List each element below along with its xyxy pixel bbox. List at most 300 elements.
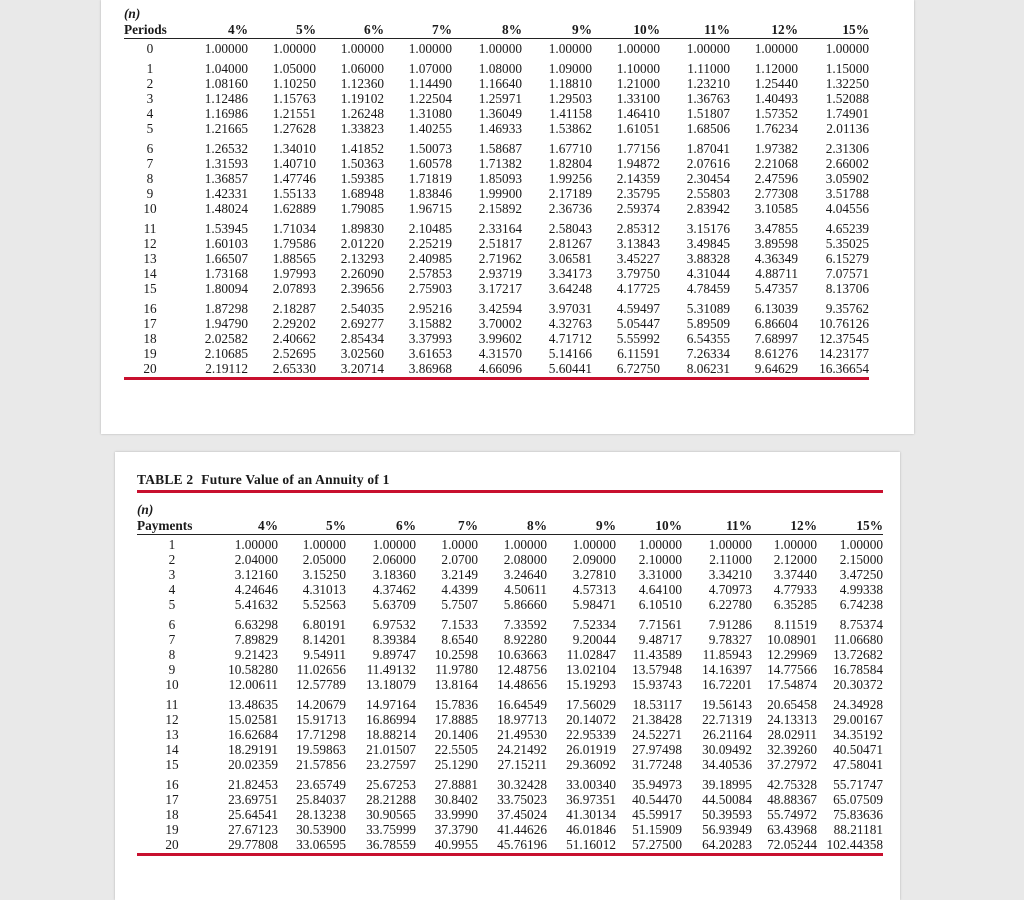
table-row <box>124 316 869 331</box>
value-cell: 25.1290 <box>434 757 478 772</box>
value-cell: 1.46933 <box>478 121 522 136</box>
value-cell: 10.2598 <box>434 647 478 662</box>
period-cell: 4 <box>168 582 176 597</box>
value-cell: 55.71747 <box>833 777 883 792</box>
value-cell: 5.60441 <box>522 361 592 379</box>
value-cell: 75.83636 <box>833 807 883 822</box>
value-cell: 2.10485 <box>408 221 452 236</box>
value-cell: 4.88711 <box>755 266 798 281</box>
value-cell: 1.33100 <box>616 91 660 106</box>
value-cell: 1.00000 <box>272 41 316 56</box>
value-cell: 3.45227 <box>616 251 660 266</box>
value-cell: 6.74238 <box>839 597 883 612</box>
value-cell: 16.86994 <box>366 712 416 727</box>
value-cell: 14.77566 <box>767 662 817 677</box>
period-cell: 12 <box>143 236 157 251</box>
value-cell: 25.67253 <box>366 777 416 792</box>
value-cell: 27.8881 <box>434 777 478 792</box>
value-cell: 30.32428 <box>497 777 547 792</box>
period-cell: 9 <box>146 186 154 201</box>
value-cell: 5.52563 <box>302 597 346 612</box>
value-cell: 1.71034 <box>272 221 316 236</box>
value-cell: 21.01507 <box>366 742 416 757</box>
table-caption: Future Value of an Annuity of 1 <box>201 472 390 487</box>
header-row <box>124 22 869 39</box>
value-cell: 14.16397 <box>702 662 752 677</box>
value-cell: 3.42594 <box>478 301 522 316</box>
table2-page <box>115 452 900 900</box>
value-cell: 6.54355 <box>686 331 730 346</box>
value-cell: 2.77308 <box>754 186 798 201</box>
value-cell: 34.35192 <box>833 727 883 742</box>
n-label: (n) <box>137 502 154 517</box>
value-cell: 5.98471 <box>572 597 616 612</box>
value-cell: 1.46410 <box>616 106 660 121</box>
value-cell: 17.71298 <box>296 727 346 742</box>
period-cell: 2 <box>168 552 176 567</box>
value-cell: 1.71382 <box>478 156 522 171</box>
value-cell: 1.73168 <box>204 266 248 281</box>
value-cell: 2.30454 <box>686 171 730 186</box>
table-row <box>137 647 883 662</box>
value-cell: 4.65239 <box>825 221 869 236</box>
value-cell: 1.36857 <box>204 171 248 186</box>
value-cell: 2.69277 <box>340 316 384 331</box>
value-cell: 13.18079 <box>366 677 416 692</box>
period-cell: 17 <box>165 792 179 807</box>
value-cell: 26.21164 <box>702 727 752 742</box>
value-cell: 3.12160 <box>234 567 278 582</box>
table-row <box>137 535 883 553</box>
value-cell: 2.93719 <box>478 266 522 281</box>
value-cell: 7.68997 <box>754 331 798 346</box>
period-cell: 5 <box>168 597 176 612</box>
value-cell: 6.97532 <box>372 617 416 632</box>
value-cell: 2.01136 <box>826 121 869 136</box>
value-cell: 8.92280 <box>503 632 547 647</box>
period-cell: 11 <box>165 697 179 712</box>
value-cell: 4.4399 <box>441 582 478 597</box>
value-cell: 3.61653 <box>408 346 452 361</box>
value-cell: 20.1406 <box>434 727 478 742</box>
value-cell: 29.00167 <box>833 712 883 727</box>
rate-header: 11% <box>682 518 752 535</box>
value-cell: 10.63663 <box>497 647 547 662</box>
value-cell: 1.29503 <box>548 91 592 106</box>
table-row <box>137 792 883 807</box>
value-cell: 1.15000 <box>825 61 869 76</box>
table-row <box>124 281 869 296</box>
value-cell: 1.33823 <box>340 121 384 136</box>
period-cell: 17 <box>143 316 157 331</box>
value-cell: 1.31080 <box>408 106 452 121</box>
table-row <box>137 632 883 647</box>
rate-header: 5% <box>248 22 316 39</box>
period-cell: 19 <box>165 822 179 837</box>
value-cell: 1.99256 <box>548 171 592 186</box>
period-cell: 10 <box>165 677 179 692</box>
rate-header: 12% <box>752 518 817 535</box>
value-cell: 1.00000 <box>572 537 616 552</box>
value-cell: 1.51807 <box>686 106 730 121</box>
value-cell: 56.93949 <box>702 822 752 837</box>
table-row <box>137 772 883 792</box>
value-cell: 20.02359 <box>228 757 278 772</box>
value-cell: 5.7507 <box>441 597 478 612</box>
value-cell: 13.8164 <box>434 677 478 692</box>
value-cell: 7.1533 <box>441 617 478 632</box>
rate-header: 10% <box>592 22 660 39</box>
value-cell: 64.20283 <box>682 837 752 855</box>
value-cell: 12.57789 <box>296 677 346 692</box>
value-cell: 3.13843 <box>616 236 660 251</box>
value-cell: 1.16986 <box>204 106 248 121</box>
value-cell: 24.52271 <box>632 727 682 742</box>
value-cell: 3.05902 <box>825 171 869 186</box>
value-cell: 8.39384 <box>372 632 416 647</box>
value-cell: 24.13313 <box>767 712 817 727</box>
value-cell: 4.04556 <box>825 201 869 216</box>
value-cell: 2.36736 <box>548 201 592 216</box>
rate-header: 5% <box>278 518 346 535</box>
rate-header: 8% <box>452 22 522 39</box>
value-cell: 1.67710 <box>548 141 592 156</box>
value-cell: 27.97498 <box>632 742 682 757</box>
value-cell: 1.07000 <box>408 61 452 76</box>
value-cell: 33.9990 <box>434 807 478 822</box>
value-cell: 8.61276 <box>754 346 798 361</box>
value-cell: 5.47357 <box>754 281 798 296</box>
value-cell: 4.57313 <box>572 582 616 597</box>
value-cell: 23.69751 <box>228 792 278 807</box>
value-cell: 4.24646 <box>234 582 278 597</box>
value-cell: 1.41852 <box>340 141 384 156</box>
value-cell: 40.50471 <box>833 742 883 757</box>
value-cell: 1.23210 <box>686 76 730 91</box>
value-cell: 5.35025 <box>825 236 869 251</box>
value-cell: 1.16640 <box>478 76 522 91</box>
value-cell: 2.85434 <box>340 331 384 346</box>
value-cell: 3.37993 <box>408 331 452 346</box>
value-cell: 4.31044 <box>686 266 730 281</box>
value-cell: 2.29202 <box>272 316 316 331</box>
value-cell: 3.10585 <box>754 201 798 216</box>
value-cell: 1.94872 <box>616 156 660 171</box>
period-cell: 1 <box>146 61 154 76</box>
value-cell: 7.91286 <box>708 617 752 632</box>
value-cell: 2.33164 <box>478 221 522 236</box>
value-cell: 6.80191 <box>302 617 346 632</box>
table-row <box>124 56 869 76</box>
value-cell: 15.02581 <box>228 712 278 727</box>
table-row <box>137 727 883 742</box>
rate-header: 11% <box>660 22 730 39</box>
value-cell: 21.82453 <box>228 777 278 792</box>
value-cell: 35.94973 <box>632 777 682 792</box>
value-cell: 11.02847 <box>566 647 616 662</box>
value-cell: 18.88214 <box>366 727 416 742</box>
value-cell: 12.48756 <box>497 662 547 677</box>
value-cell: 33.00340 <box>566 777 616 792</box>
value-cell: 32.39260 <box>767 742 817 757</box>
period-cell: 14 <box>143 266 157 281</box>
value-cell: 4.77933 <box>773 582 817 597</box>
value-cell: 1.00000 <box>616 41 660 56</box>
value-cell: 1.18810 <box>548 76 592 91</box>
period-cell: 13 <box>165 727 179 742</box>
value-cell: 17.56029 <box>566 697 616 712</box>
value-cell: 5.41632 <box>234 597 278 612</box>
value-cell: 1.21665 <box>204 121 248 136</box>
value-cell: 2.17189 <box>548 186 592 201</box>
period-cell: 14 <box>165 742 179 757</box>
value-cell: 51.15909 <box>632 822 682 837</box>
value-cell: 18.29191 <box>228 742 278 757</box>
table-row <box>124 346 869 361</box>
table-row <box>137 597 883 612</box>
value-cell: 9.54911 <box>303 647 346 662</box>
table-row <box>137 807 883 822</box>
table-row <box>137 552 883 567</box>
value-cell: 33.75999 <box>366 822 416 837</box>
value-cell: 12.37545 <box>819 331 869 346</box>
value-cell: 4.31013 <box>302 582 346 597</box>
value-cell: 2.0700 <box>441 552 478 567</box>
value-cell: 9.20044 <box>572 632 616 647</box>
value-cell: 6.13039 <box>754 301 798 316</box>
value-cell: 1.26248 <box>340 106 384 121</box>
value-cell: 15.7836 <box>434 697 478 712</box>
value-cell: 30.09492 <box>702 742 752 757</box>
value-cell: 1.58687 <box>478 141 522 156</box>
table-row <box>137 582 883 597</box>
value-cell: 1.00000 <box>478 41 522 56</box>
value-cell: 2.52695 <box>272 346 316 361</box>
n-label: (n) <box>124 6 141 21</box>
value-cell: 1.15763 <box>272 91 316 106</box>
value-cell: 10.08901 <box>767 632 817 647</box>
value-cell: 2.58043 <box>548 221 592 236</box>
value-cell: 20.30372 <box>833 677 883 692</box>
value-cell: 23.65749 <box>296 777 346 792</box>
value-cell: 1.87298 <box>204 301 248 316</box>
rate-header: 9% <box>522 22 592 39</box>
period-cell: 10 <box>143 201 157 216</box>
period-cell: 0 <box>146 41 154 56</box>
value-cell: 33.75023 <box>497 792 547 807</box>
table-row <box>137 822 883 837</box>
rate-header: 7% <box>416 518 478 535</box>
value-cell: 1.27628 <box>272 121 316 136</box>
value-cell: 9.21423 <box>234 647 278 662</box>
value-cell: 11.02656 <box>296 662 346 677</box>
value-cell: 3.88328 <box>686 251 730 266</box>
value-cell: 1.25971 <box>478 91 522 106</box>
value-cell: 3.79750 <box>616 266 660 281</box>
period-cell: 1 <box>168 537 176 552</box>
value-cell: 2.66002 <box>825 156 869 171</box>
rate-header: 10% <box>616 518 682 535</box>
value-cell: 1.66507 <box>204 251 248 266</box>
value-cell: 7.89829 <box>234 632 278 647</box>
period-cell: 11 <box>143 221 157 236</box>
value-cell: 2.10685 <box>204 346 248 361</box>
value-cell: 1.00000 <box>839 537 883 552</box>
rate-header: 6% <box>346 518 416 535</box>
value-cell: 13.57948 <box>632 662 682 677</box>
value-cell: 12.29969 <box>767 647 817 662</box>
value-cell: 6.86604 <box>754 316 798 331</box>
value-cell: 2.26090 <box>340 266 384 281</box>
value-cell: 3.64248 <box>548 281 592 296</box>
value-cell: 2.10000 <box>638 552 682 567</box>
value-cell: 1.00000 <box>825 41 869 56</box>
value-cell: 1.40710 <box>272 156 316 171</box>
table-row <box>124 186 869 201</box>
value-cell: 37.27972 <box>767 757 817 772</box>
value-cell: 3.20714 <box>316 361 384 379</box>
value-cell: 12.00611 <box>228 677 278 692</box>
period-cell: 6 <box>168 617 176 632</box>
value-cell: 11.85943 <box>702 647 752 662</box>
value-cell: 11.49132 <box>366 662 416 677</box>
value-cell: 3.18360 <box>372 567 416 582</box>
value-cell: 2.04000 <box>234 552 278 567</box>
value-cell: 1.04000 <box>204 61 248 76</box>
value-cell: 65.07509 <box>833 792 883 807</box>
value-cell: 1.41158 <box>549 106 592 121</box>
value-cell: 7.71561 <box>638 617 682 632</box>
value-cell: 1.99900 <box>478 186 522 201</box>
table-row <box>124 296 869 316</box>
value-cell: 1.48024 <box>204 201 248 216</box>
value-cell: 2.05000 <box>302 552 346 567</box>
value-cell: 55.74972 <box>767 807 817 822</box>
value-cell: 1.40493 <box>754 91 798 106</box>
value-cell: 2.07893 <box>272 281 316 296</box>
value-cell: 1.08160 <box>204 76 248 91</box>
value-cell: 1.31593 <box>204 156 248 171</box>
value-cell: 1.36049 <box>478 106 522 121</box>
value-cell: 3.86968 <box>384 361 452 379</box>
value-cell: 27.67123 <box>228 822 278 837</box>
value-cell: 2.81267 <box>548 236 592 251</box>
value-cell: 1.76234 <box>754 121 798 136</box>
period-cell: 20 <box>137 837 207 855</box>
value-cell: 6.10510 <box>638 597 682 612</box>
value-cell: 36.78559 <box>346 837 416 855</box>
value-cell: 3.27810 <box>572 567 616 582</box>
table-row <box>124 361 869 379</box>
value-cell: 6.11591 <box>617 346 660 361</box>
value-cell: 8.6540 <box>441 632 478 647</box>
value-cell: 1.68506 <box>686 121 730 136</box>
period-cell: 3 <box>146 91 154 106</box>
period-cell: 18 <box>143 331 157 346</box>
value-cell: 5.05447 <box>616 316 660 331</box>
table-row <box>124 171 869 186</box>
value-cell: 17.8885 <box>434 712 478 727</box>
value-cell: 1.26532 <box>204 141 248 156</box>
period-cell: 8 <box>146 171 154 186</box>
value-cell: 1.22504 <box>408 91 452 106</box>
value-cell: 6.22780 <box>708 597 752 612</box>
value-cell: 3.06581 <box>548 251 592 266</box>
value-cell: 4.70973 <box>708 582 752 597</box>
value-cell: 3.24640 <box>503 567 547 582</box>
value-cell: 4.99338 <box>839 582 883 597</box>
table-row <box>137 742 883 757</box>
value-cell: 1.74901 <box>825 106 869 121</box>
value-cell: 9.64629 <box>730 361 798 379</box>
value-cell: 1.00000 <box>408 41 452 56</box>
value-cell: 28.21288 <box>366 792 416 807</box>
value-cell: 1.79085 <box>340 201 384 216</box>
value-cell: 21.49530 <box>497 727 547 742</box>
value-cell: 7.26334 <box>686 346 730 361</box>
value-cell: 47.58041 <box>833 757 883 772</box>
value-cell: 7.33592 <box>503 617 547 632</box>
value-cell: 8.06231 <box>660 361 730 379</box>
value-cell: 72.05244 <box>752 837 817 855</box>
value-cell: 1.59385 <box>340 171 384 186</box>
value-cell: 2.09000 <box>572 552 616 567</box>
value-cell: 9.89747 <box>372 647 416 662</box>
table-row <box>124 251 869 266</box>
value-cell: 2.71962 <box>478 251 522 266</box>
value-cell: 1.47746 <box>272 171 316 186</box>
value-cell: 1.77156 <box>616 141 660 156</box>
value-cell: 30.8402 <box>434 792 478 807</box>
value-cell: 39.18995 <box>702 777 752 792</box>
period-cell: 7 <box>146 156 154 171</box>
value-cell: 28.02911 <box>767 727 817 742</box>
value-cell: 1.61051 <box>616 121 660 136</box>
value-cell: 10.76126 <box>819 316 869 331</box>
value-cell: 2.07616 <box>686 156 730 171</box>
value-cell: 40.9955 <box>416 837 478 855</box>
table-row <box>137 567 883 582</box>
table-row <box>124 76 869 91</box>
rate-header: 4% <box>207 518 278 535</box>
value-cell: 14.20679 <box>296 697 346 712</box>
value-cell: 4.64100 <box>638 582 682 597</box>
value-cell: 2.65330 <box>248 361 316 379</box>
table-title <box>137 472 883 493</box>
value-cell: 1.00000 <box>340 41 384 56</box>
value-cell: 2.54035 <box>340 301 384 316</box>
rate-header: 12% <box>730 22 798 39</box>
period-cell: 5 <box>146 121 154 136</box>
value-cell: 1.55133 <box>272 186 316 201</box>
table-row <box>124 121 869 136</box>
value-cell: 8.11519 <box>774 617 817 632</box>
value-cell: 3.15882 <box>408 316 452 331</box>
value-cell: 24.21492 <box>497 742 547 757</box>
value-cell: 3.15176 <box>686 221 730 236</box>
value-cell: 2.06000 <box>372 552 416 567</box>
value-cell: 4.37462 <box>372 582 416 597</box>
value-cell: 1.12486 <box>204 91 248 106</box>
value-cell: 1.09000 <box>548 61 592 76</box>
value-cell: 1.34010 <box>272 141 316 156</box>
value-cell: 1.53945 <box>204 221 248 236</box>
value-cell: 2.51817 <box>478 236 522 251</box>
table-row <box>137 677 883 692</box>
table-row <box>124 201 869 216</box>
value-cell: 1.10250 <box>272 76 316 91</box>
value-cell: 1.40255 <box>408 121 452 136</box>
